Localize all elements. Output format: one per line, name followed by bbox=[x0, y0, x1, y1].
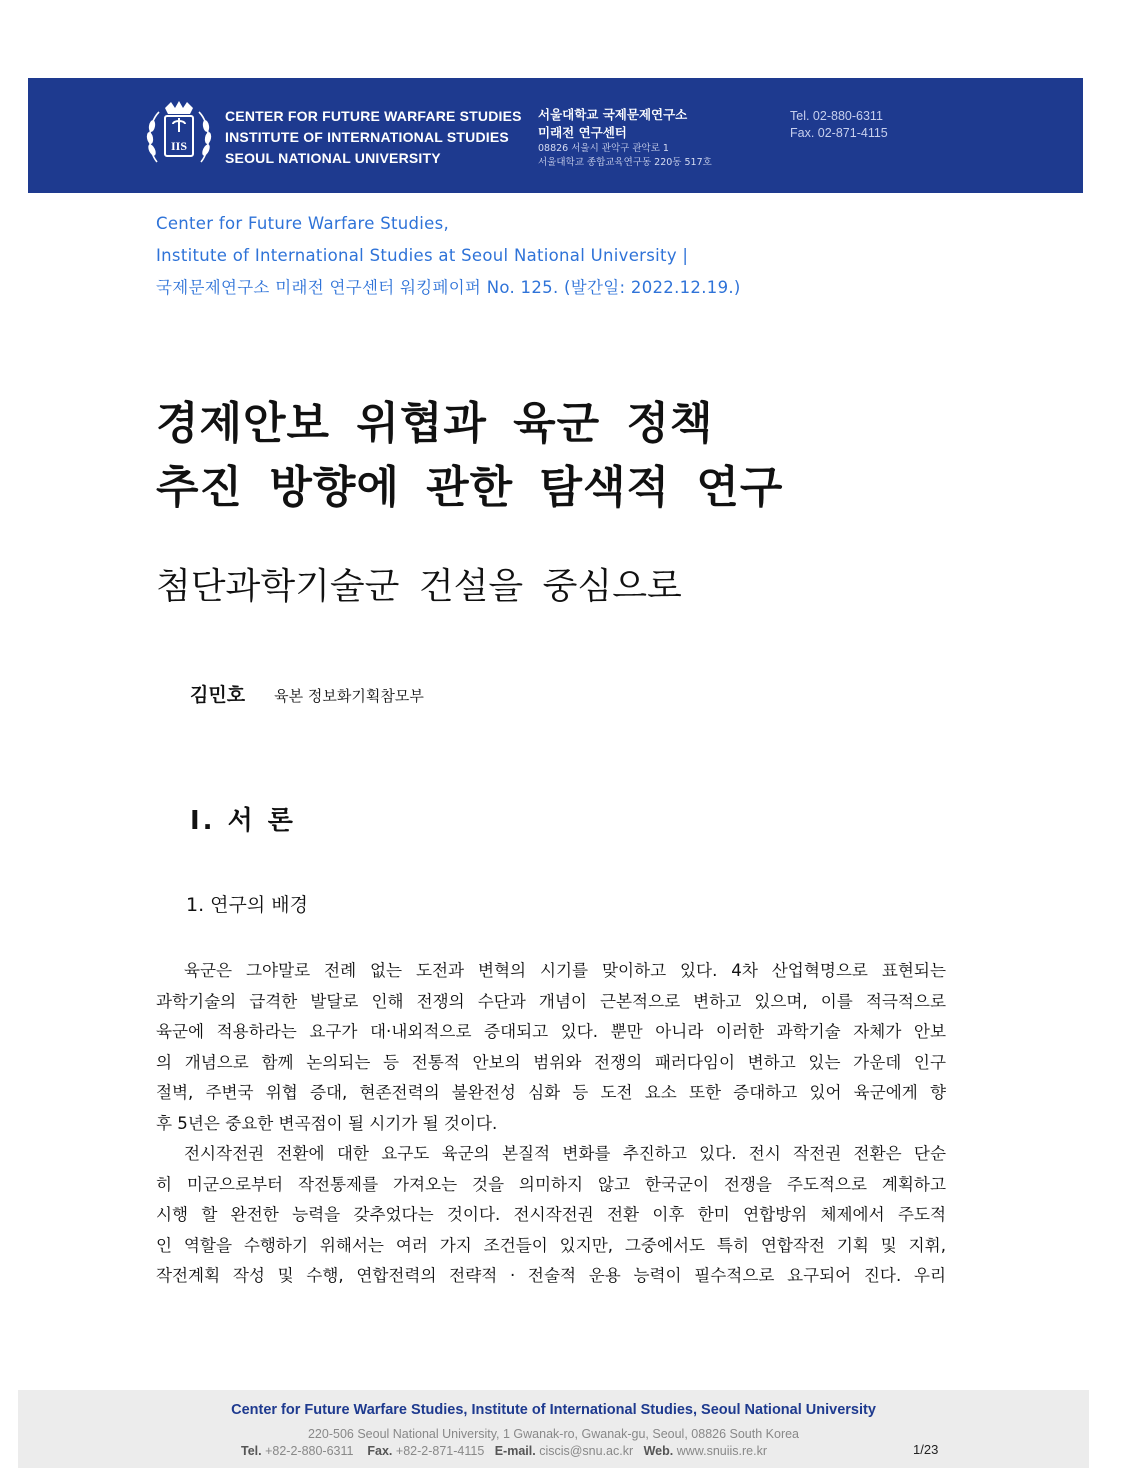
fax-text: Fax. 02-871-4115 bbox=[790, 126, 888, 140]
address-line-kr: 서울대학교 종합교육연구동 220동 517호 bbox=[538, 157, 712, 168]
body-line: 과학기술의 급격한 발달로 인해 전쟁의 수단과 개념이 근본적으로 변하고 있으며, 이를 적극적으로 bbox=[156, 991, 946, 1011]
paper-title bbox=[156, 392, 783, 520]
footer-tel: +82-2-880-6311 bbox=[265, 1444, 354, 1458]
org-line: SEOUL NATIONAL UNIVERSITY bbox=[225, 150, 441, 166]
title-line: 추진 방향에 관한 탐색적 연구 bbox=[156, 462, 784, 513]
footer-org: Center for Future Warfare Studies, Institute of International Studies, Seoul National University bbox=[231, 1402, 876, 1418]
subsection-heading: 1. 연구의 배경 bbox=[186, 894, 308, 916]
footer-web-label: Web. bbox=[643, 1444, 674, 1458]
body-line: 의 개념으로 함께 논의되는 등 전통적 안보의 범위와 전쟁의 패러다임이 변하고 있는 가운데 인구 bbox=[156, 1052, 946, 1072]
body-text bbox=[156, 956, 946, 1292]
body-line: 전시작전권 전환에 대한 요구도 육군의 본질적 변화를 추진하고 있다. 전시 작전권 전환은 단순 bbox=[184, 1144, 946, 1163]
footer-web-link[interactable]: www.snuiis.re.kr bbox=[676, 1444, 767, 1458]
footer-email-link[interactable]: ciscis@snu.ac.kr bbox=[539, 1444, 634, 1458]
footer-fax-label: Fax. bbox=[367, 1444, 393, 1458]
author-block bbox=[190, 680, 424, 707]
publication-info bbox=[156, 208, 741, 304]
footer-address: 220-506 Seoul National University, 1 Gwanak-ro, Gwanak-gu, Seoul, 08826 South Korea bbox=[307, 1427, 800, 1441]
org-line-kr: 미래전 연구센터 bbox=[538, 125, 627, 140]
body-line: 절벽, 주변국 위협 증대, 현존전력의 불완전성 심화 등 도전 요소 또한 증대하고 있어 육군에게 향 bbox=[156, 1083, 946, 1102]
iis-emblem-icon bbox=[143, 100, 215, 172]
body-line: 시행 할 완전한 능력을 갖추었다는 것이다. 전시작전권 전환 이후 한미 연합방위 체제에서 주도적 bbox=[156, 1205, 946, 1224]
section-heading: Ⅰ. 서 론 bbox=[190, 806, 296, 836]
org-line: CENTER FOR FUTURE WARFARE STUDIES bbox=[225, 108, 522, 124]
paper-subtitle: 첨단과학기술군 건설을 중심으로 bbox=[156, 566, 682, 607]
publication-line: Center for Future Warfare Studies, bbox=[156, 214, 450, 233]
logo-text: IIS bbox=[170, 139, 188, 153]
footer-fax: +82-2-871-4115 bbox=[395, 1444, 485, 1458]
header-banner bbox=[28, 78, 1083, 193]
author-name: 김민호 bbox=[190, 684, 246, 706]
address-line-kr: 08826 서울시 관악구 관악로 1 bbox=[538, 143, 669, 154]
publication-line: 국제문제연구소 미래전 연구센터 워킹페이퍼 No. 125. (발간일: 2022.12.19.) bbox=[156, 278, 741, 297]
tel-text: Tel. 02-880-6311 bbox=[790, 109, 883, 123]
contact-info bbox=[790, 108, 888, 142]
body-line: 작전계획 작성 및 수행, 연합전력의 전략적 · 전술적 운용 능력이 필수적으로 요구되어 진다. 우리 bbox=[156, 1266, 946, 1285]
title-line: 경제안보 위협과 육군 정책 bbox=[156, 398, 714, 449]
author-affiliation: 육본 정보화기획참모부 bbox=[274, 687, 424, 705]
body-line: 육군에 적용하라는 요구가 대·내외적으로 증대되고 있다. 뿐만 아니라 이러한 과학기술 자체가 안보 bbox=[156, 1022, 946, 1041]
body-line: 육군은 그야말로 전례 없는 도전과 변혁의 시기를 맞이하고 있다. 4차 산업혁명으로 표현되는 bbox=[184, 961, 946, 980]
org-line: INSTITUTE OF INTERNATIONAL STUDIES bbox=[225, 129, 509, 145]
org-name-english bbox=[225, 106, 522, 169]
org-line-kr: 서울대학교 국제문제연구소 bbox=[538, 107, 688, 122]
body-line: 후 5년은 중요한 변곡점이 될 시기가 될 것이다. bbox=[156, 1113, 498, 1133]
footer-email-label: E-mail. bbox=[494, 1444, 536, 1458]
org-name-korean bbox=[538, 106, 712, 170]
body-line: 히 미군으로부터 작전통제를 가져오는 것을 의미하지 않고 한국군이 전쟁을 주도적으로 계획하고 bbox=[156, 1174, 946, 1194]
publication-line: Institute of International Studies at Seoul National University | bbox=[156, 246, 689, 265]
footer-tel-label: Tel. bbox=[241, 1444, 262, 1458]
footer-contact bbox=[241, 1444, 767, 1458]
page-footer bbox=[18, 1390, 1089, 1468]
page-number: 1/23 bbox=[913, 1442, 939, 1457]
body-line: 인 역할을 수행하기 위해서는 여러 가지 조건들이 있지만, 그중에서도 특히 연합작전 기획 및 지휘, bbox=[156, 1235, 946, 1255]
